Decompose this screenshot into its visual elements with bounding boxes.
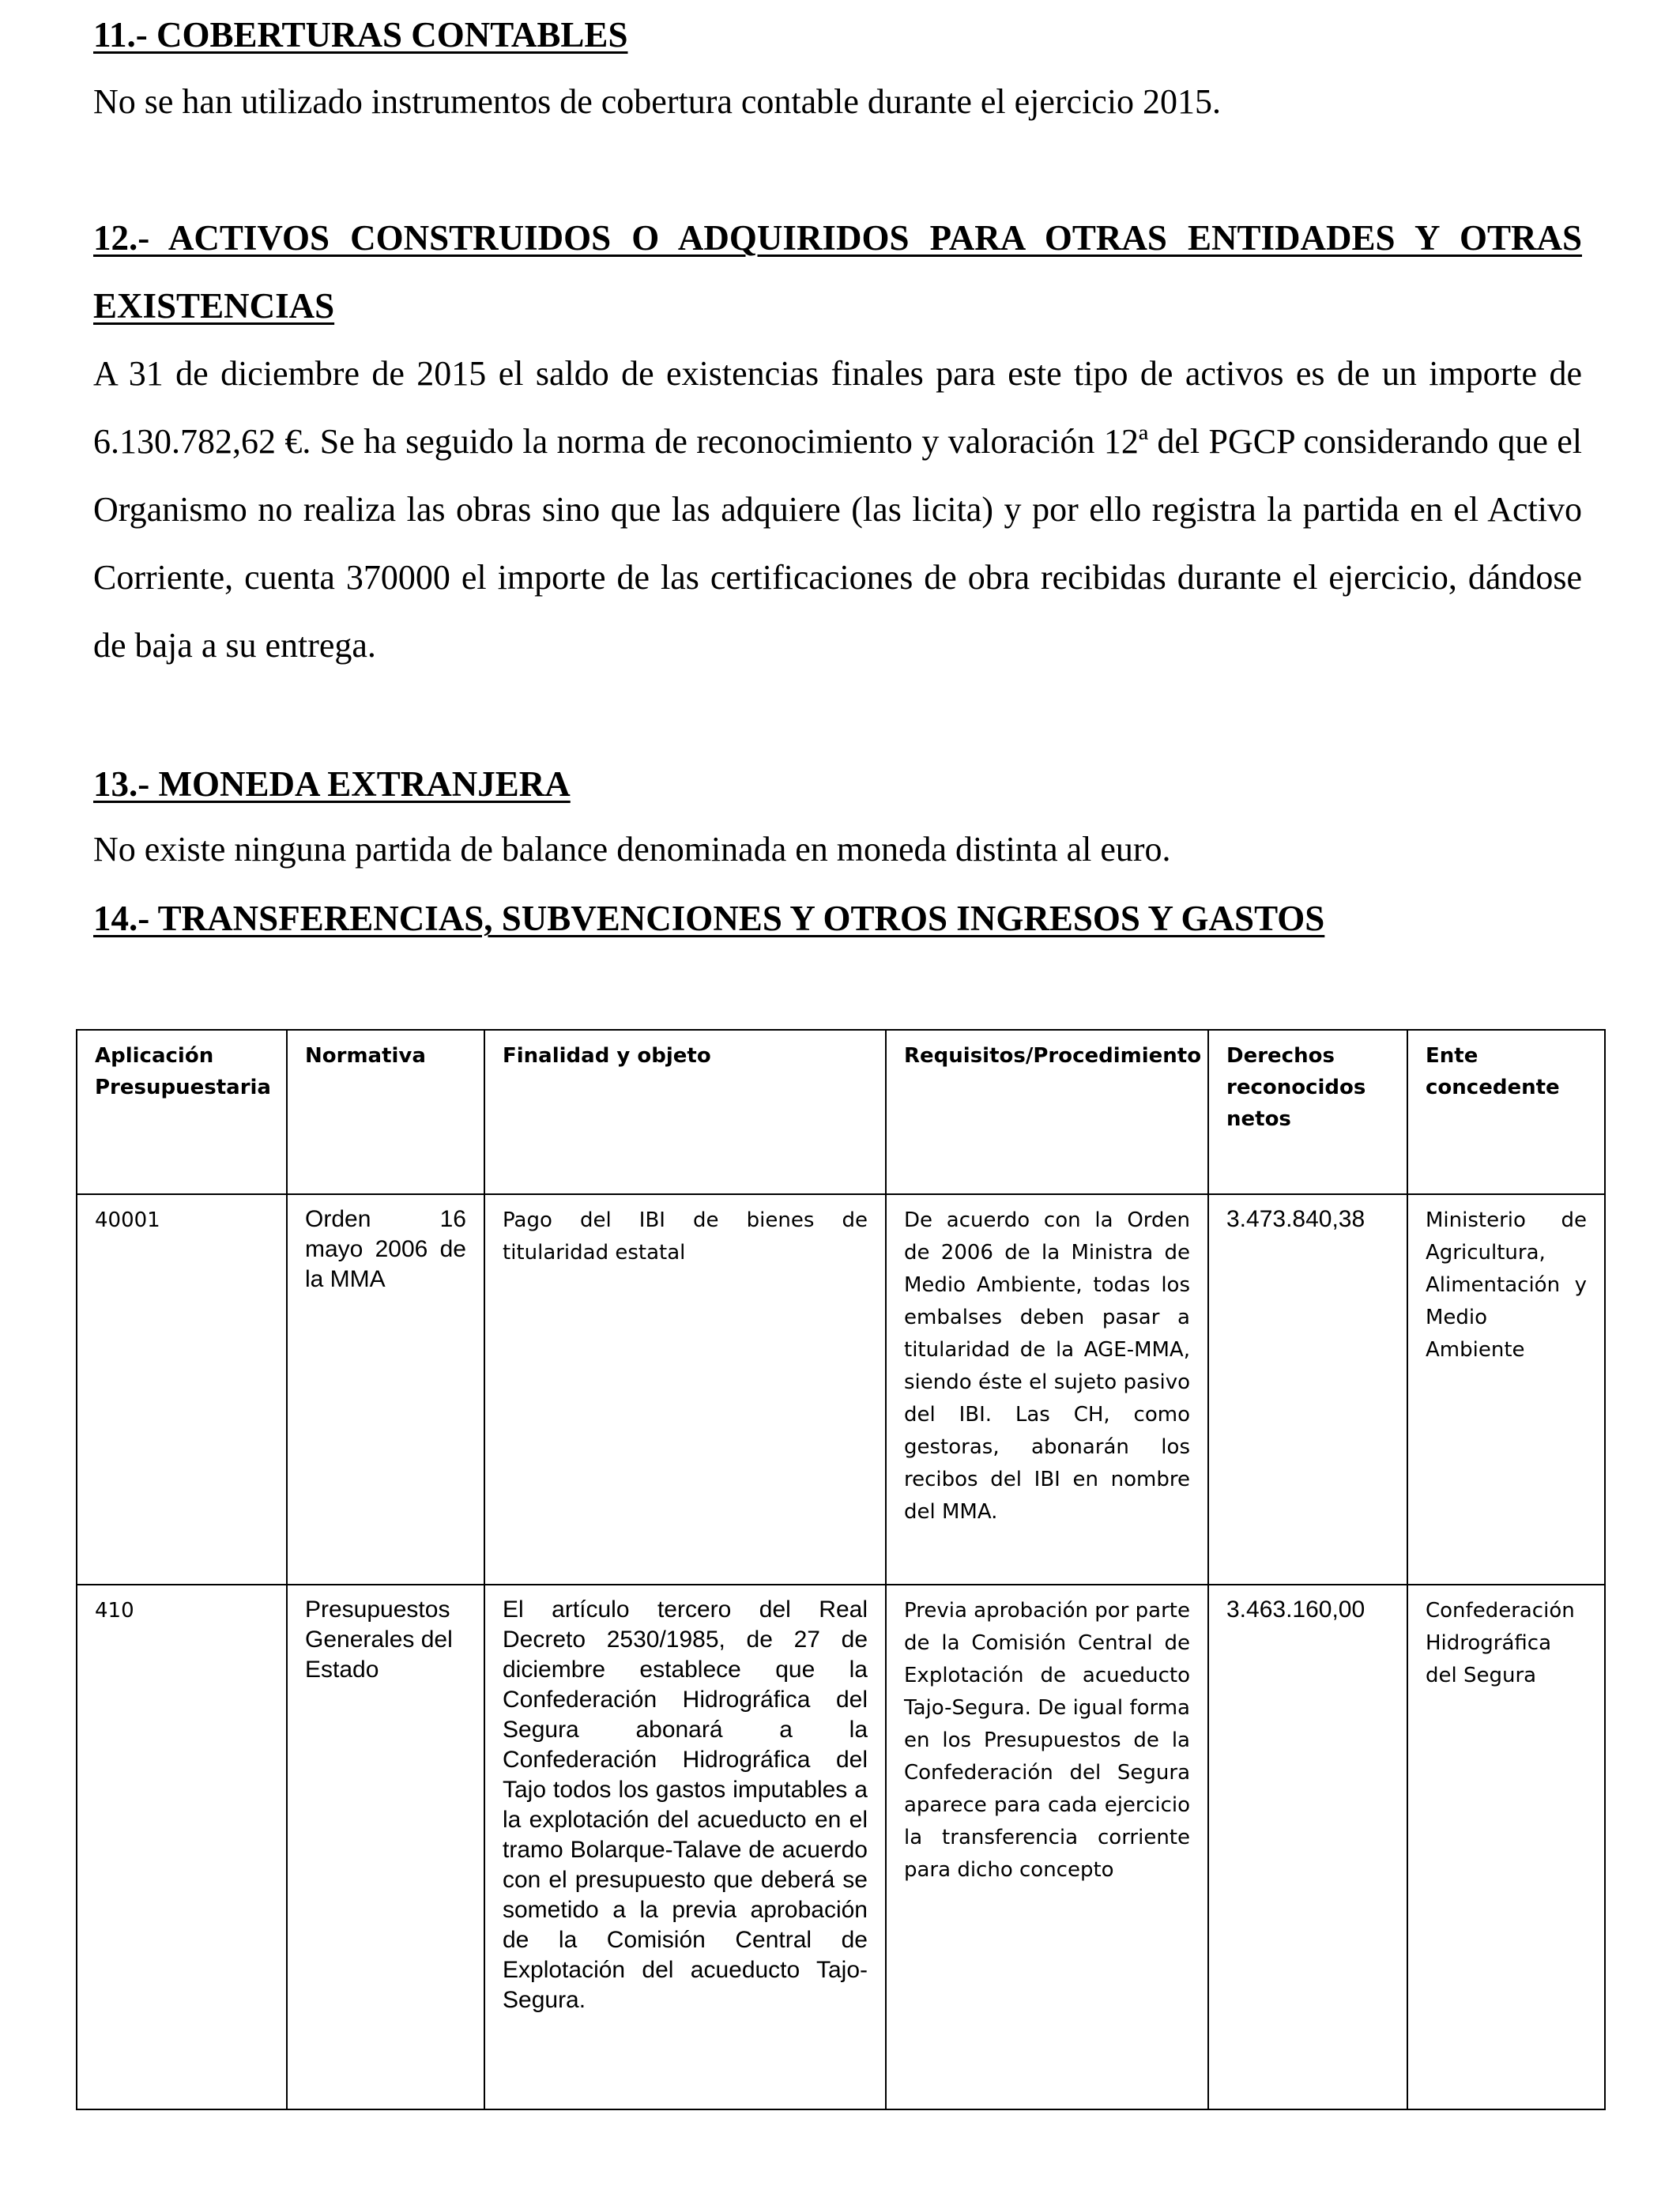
section-12-text: A 31 de diciembre de 2015 el saldo de existencias finales para este tipo de activos es de un importe de 6.130.782,62 €. Se ha seguido la norma de reconocimiento y valoración 12ª del PGCP considerando que el Organismo no realiza las obras sino que las adquiere (las licita) y por ello registra la partida en el Activo Corriente, cuenta 370000 el importe de las certificaciones de obra recibidas durante el ejercicio, dándose de baja a su entrega.	[93, 354, 1582, 665]
cell-aplicacion: 40001	[77, 1194, 287, 1585]
cell-derechos: 3.473.840,38	[1208, 1194, 1407, 1585]
cell-normativa: Presupuestos Generales del Estado	[287, 1585, 484, 2109]
table-row	[77, 1194, 1605, 1585]
table-header-row	[77, 1030, 1605, 1194]
table-row	[77, 1585, 1605, 2109]
header-aplicacion: Aplicación Presupuestaria	[77, 1030, 287, 1194]
cell-finalidad: Pago del IBI de bienes de titularidad estatal	[484, 1194, 886, 1585]
header-normativa: Normativa	[287, 1030, 484, 1194]
section-11-heading: 11.- COBERTURAS CONTABLES	[93, 15, 628, 55]
section-12-heading: 12.- ACTIVOS CONSTRUIDOS O ADQUIRIDOS PARA OTRAS ENTIDADES Y OTRAS EXISTENCIAS	[93, 218, 1582, 326]
header-derechos: Derechos reconocidos netos	[1208, 1030, 1407, 1194]
transfers-table	[76, 1029, 1606, 2110]
header-finalidad: Finalidad y objeto	[484, 1030, 886, 1194]
cell-normativa: Orden 16 mayo 2006 de la MMA	[287, 1194, 484, 1585]
cell-ente: Ministerio de Agricultura, Alimentación y Medio Ambiente	[1407, 1194, 1605, 1585]
section-13-text: No existe ninguna partida de balance denominada en moneda distinta al euro.	[93, 830, 1171, 869]
cell-finalidad: El artículo tercero del Real Decreto 2530/1985, de 27 de diciembre establece que la Confederación Hidrográfica del Segura abonará a la Confederación Hidrográfica del Tajo todos los gastos imputables a la explotación del acueducto en el tramo Bolarque-Talave de acuerdo con el presupuesto que deberá se sometido a la previa aprobación de la Comisión Central de Explotación del acueducto Tajo-Segura.	[484, 1585, 886, 2109]
cell-aplicacion: 410	[77, 1585, 287, 2109]
cell-ente: Confederación Hidrográfica del Segura	[1407, 1585, 1605, 2109]
section-13-heading: 13.- MONEDA EXTRANJERA	[93, 764, 571, 804]
cell-requisitos: De acuerdo con la Orden de 2006 de la Ministra de Medio Ambiente, todas los embalses deben pasar a titularidad de la AGE-MMA, siendo éste el sujeto pasivo del IBI. Las CH, como gestoras, abonarán los recibos del IBI en nombre del MMA.	[886, 1194, 1208, 1585]
header-requisitos: Requisitos/Procedimiento	[886, 1030, 1208, 1194]
section-11-text: No se han utilizado instrumentos de cobertura contable durante el ejercicio 2015.	[93, 82, 1222, 121]
section-14-heading: 14.- TRANSFERENCIAS, SUBVENCIONES Y OTROS INGRESOS Y GASTOS	[93, 899, 1325, 938]
cell-derechos: 3.463.160,00	[1208, 1585, 1407, 2109]
cell-requisitos: Previa aprobación por parte de la Comisión Central de Explotación de acueducto Tajo-Segura. De igual forma en los Presupuestos de la Confederación del Segura aparece para cada ejercicio la transferencia corriente para dicho concepto	[886, 1585, 1208, 2109]
header-ente: Ente concedente	[1407, 1030, 1605, 1194]
